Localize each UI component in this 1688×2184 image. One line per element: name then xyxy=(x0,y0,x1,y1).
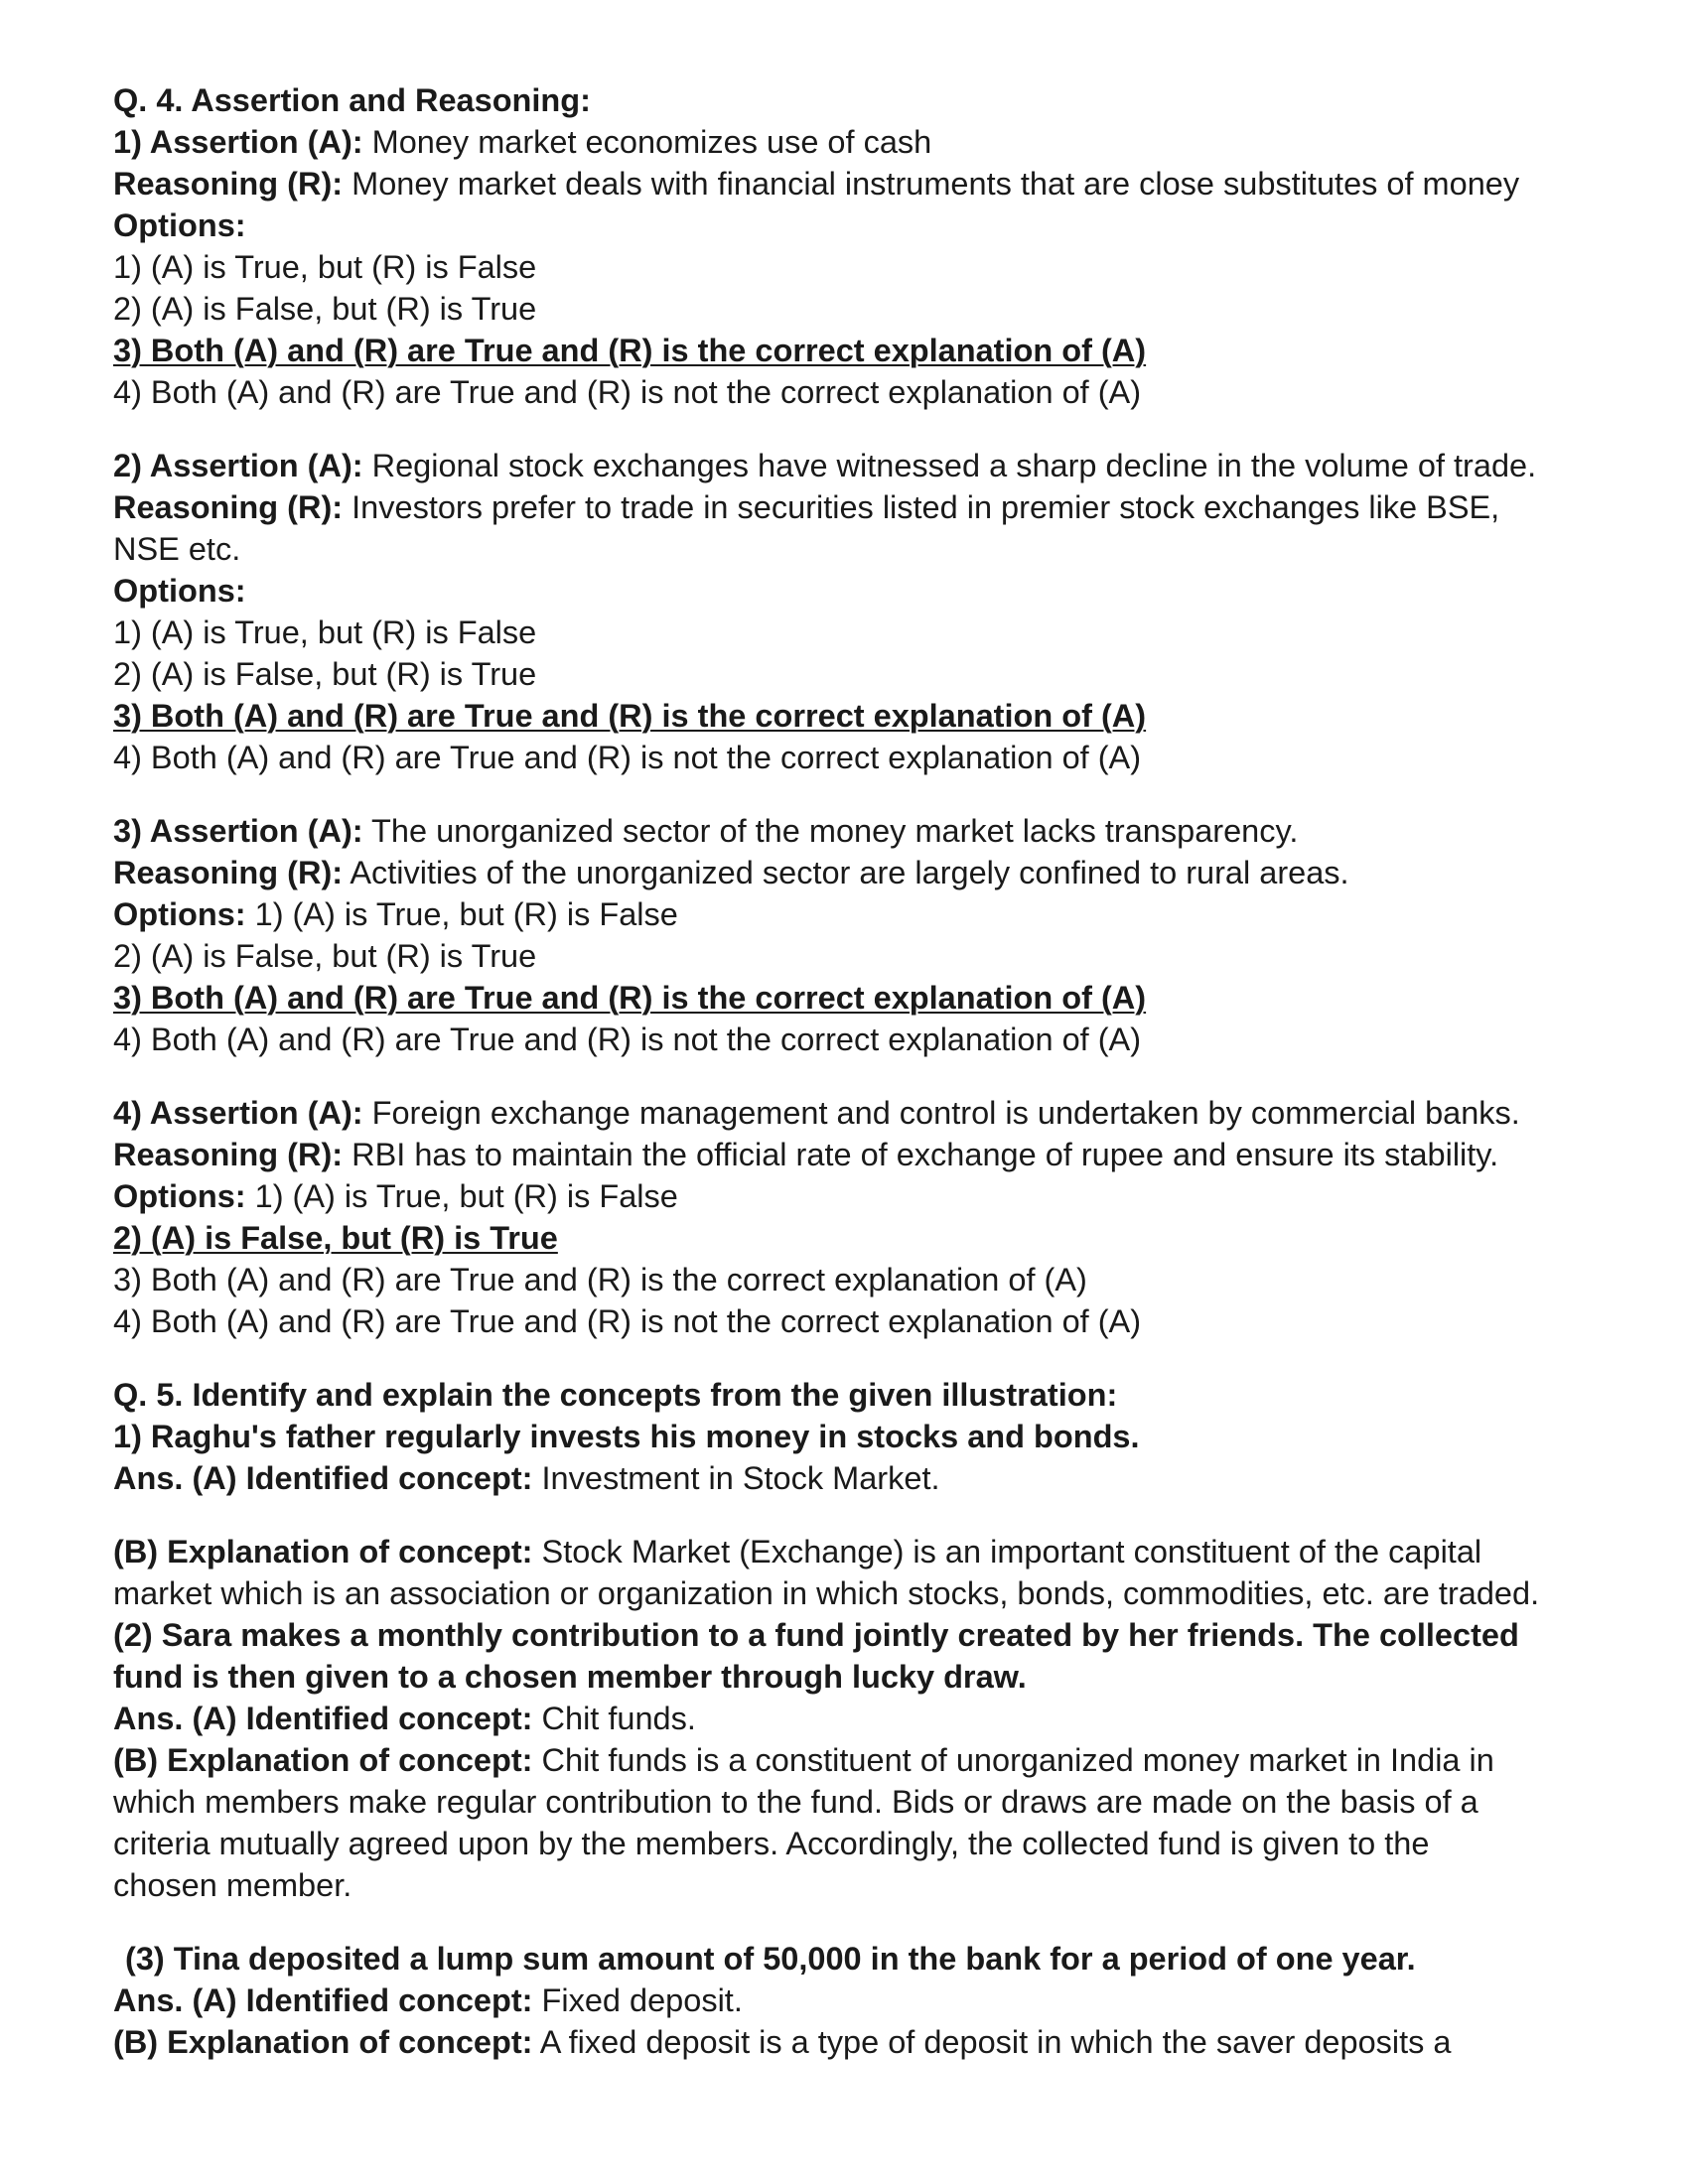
option-4: 4) Both (A) and (R) are True and (R) is not the correct explanation of (A) xyxy=(113,740,1142,775)
option-4: 4) Both (A) and (R) are True and (R) is not the correct explanation of (A) xyxy=(113,1022,1142,1057)
reasoning-text: Investors prefer to trade in securities listed in premier stock exchanges like BSE, xyxy=(343,489,1500,525)
reasoning-line xyxy=(113,1134,1603,1175)
explanation-text-continued: criteria mutually agreed upon by the members. Accordingly, the collected fund is given to the xyxy=(113,1826,1430,1861)
explanation-text: Stock Market (Exchange) is an important constituent of the capital xyxy=(532,1534,1482,1570)
option-3-correct-answer: 3) Both (A) and (R) are True and (R) is the correct explanation of (A) xyxy=(113,333,1147,368)
q5-question: 1) Raghu's father regularly invests his money in stocks and bonds. xyxy=(113,1419,1140,1454)
options-label: Options: xyxy=(113,896,246,932)
assertion-line xyxy=(113,1092,1603,1134)
options-line xyxy=(113,1175,1603,1217)
answer-label: Ans. (A) Identified concept: xyxy=(113,1701,533,1736)
options-label: Options: xyxy=(113,1178,246,1214)
explanation-text: A fixed deposit is a type of deposit in which the saver deposits a xyxy=(532,2024,1452,2060)
answer-text: Investment in Stock Market. xyxy=(532,1460,940,1496)
q5-question: (2) Sara makes a monthly contribution to a fund jointly created by her friends. The collected xyxy=(113,1617,1519,1653)
reasoning-text: Activities of the unorganized sector are largely confined to rural areas. xyxy=(343,855,1349,890)
q5-question-continued: fund is then given to a chosen member through lucky draw. xyxy=(113,1659,1027,1695)
reasoning-text-continued: NSE etc. xyxy=(113,531,241,567)
explanation-line xyxy=(113,1739,1603,1781)
assertion-text: Regional stock exchanges have witnessed a sharp decline in the volume of trade. xyxy=(362,448,1537,483)
q4-item-2 xyxy=(113,445,1603,778)
assertion-line xyxy=(113,121,1603,163)
option-2: 2) (A) is False, but (R) is True xyxy=(113,656,537,692)
options-label: Options: xyxy=(113,573,246,609)
reasoning-line xyxy=(113,852,1603,893)
options-line xyxy=(113,893,1603,935)
option-4: 4) Both (A) and (R) are True and (R) is not the correct explanation of (A) xyxy=(113,1303,1142,1339)
option-2-correct-answer: 2) (A) is False, but (R) is True xyxy=(113,1220,558,1256)
option-3: 3) Both (A) and (R) are True and (R) is the correct explanation of (A) xyxy=(113,1262,1087,1297)
answer-text: Chit funds. xyxy=(532,1701,696,1736)
reasoning-label: Reasoning (R): xyxy=(113,1137,344,1172)
q4-item-3 xyxy=(113,810,1603,1060)
q4-heading: Q. 4. Assertion and Reasoning: xyxy=(113,82,591,118)
explanation-text-continued: which members make regular contribution to the fund. Bids or draws are made on the basis of a xyxy=(113,1784,1478,1820)
option-3-correct-answer: 3) Both (A) and (R) are True and (R) is the correct explanation of (A) xyxy=(113,698,1147,734)
reasoning-text: Money market deals with financial instruments that are close substitutes of money xyxy=(343,166,1520,202)
q5-item-3 xyxy=(113,1938,1603,2063)
option-2: 2) (A) is False, but (R) is True xyxy=(113,291,537,327)
answer-line xyxy=(113,1979,1603,2021)
option-1: 1) (A) is True, but (R) is False xyxy=(245,896,678,932)
q5-heading: Q. 5. Identify and explain the concepts from the given illustration: xyxy=(113,1377,1118,1413)
assertion-line xyxy=(113,810,1603,852)
explanation-text-continued: market which is an association or organization in which stocks, bonds, commodities, etc. are traded. xyxy=(113,1575,1540,1611)
q5-item-1 xyxy=(113,1416,1603,1614)
q5-question: (3) Tina deposited a lump sum amount of 50,000 in the bank for a period of one year. xyxy=(125,1941,1416,1977)
option-1: 1) (A) is True, but (R) is False xyxy=(113,249,537,285)
reasoning-label: Reasoning (R): xyxy=(113,855,344,890)
explanation-label: (B) Explanation of concept: xyxy=(113,1534,533,1570)
answer-label: Ans. (A) Identified concept: xyxy=(113,1460,533,1496)
explanation-label: (B) Explanation of concept: xyxy=(113,2024,533,2060)
option-3-correct-answer: 3) Both (A) and (R) are True and (R) is the correct explanation of (A) xyxy=(113,980,1147,1016)
reasoning-line xyxy=(113,486,1603,528)
answer-label: Ans. (A) Identified concept: xyxy=(113,1982,533,2018)
assertion-line xyxy=(113,445,1603,486)
assertion-label: 4) Assertion (A): xyxy=(113,1095,363,1131)
reasoning-label: Reasoning (R): xyxy=(113,489,344,525)
assertion-text: The unorganized sector of the money market lacks transparency. xyxy=(362,813,1299,849)
assertion-text: Money market economizes use of cash xyxy=(362,124,932,160)
option-1: 1) (A) is True, but (R) is False xyxy=(245,1178,678,1214)
explanation-line xyxy=(113,1531,1603,1572)
explanation-text: Chit funds is a constituent of unorganized money market in India in xyxy=(532,1742,1494,1778)
document-page xyxy=(113,79,1603,2063)
option-1: 1) (A) is True, but (R) is False xyxy=(113,614,537,650)
explanation-text-continued: chosen member. xyxy=(113,1867,352,1903)
explanation-label: (B) Explanation of concept: xyxy=(113,1742,533,1778)
answer-text: Fixed deposit. xyxy=(532,1982,743,2018)
assertion-label: 1) Assertion (A): xyxy=(113,124,363,160)
assertion-label: 3) Assertion (A): xyxy=(113,813,363,849)
assertion-label: 2) Assertion (A): xyxy=(113,448,363,483)
assertion-text: Foreign exchange management and control is undertaken by commercial banks. xyxy=(362,1095,1520,1131)
explanation-line xyxy=(113,2021,1603,2063)
q4-item-4 xyxy=(113,1092,1603,1342)
option-4: 4) Both (A) and (R) are True and (R) is not the correct explanation of (A) xyxy=(113,374,1142,410)
reasoning-text: RBI has to maintain the official rate of exchange of rupee and ensure its stability. xyxy=(343,1137,1499,1172)
q5-item-2 xyxy=(113,1614,1603,1906)
q4-item-1 xyxy=(113,121,1603,413)
options-label: Options: xyxy=(113,207,246,243)
answer-line xyxy=(113,1698,1603,1739)
option-2: 2) (A) is False, but (R) is True xyxy=(113,938,537,974)
reasoning-label: Reasoning (R): xyxy=(113,166,344,202)
answer-line xyxy=(113,1457,1603,1499)
reasoning-line xyxy=(113,163,1603,205)
